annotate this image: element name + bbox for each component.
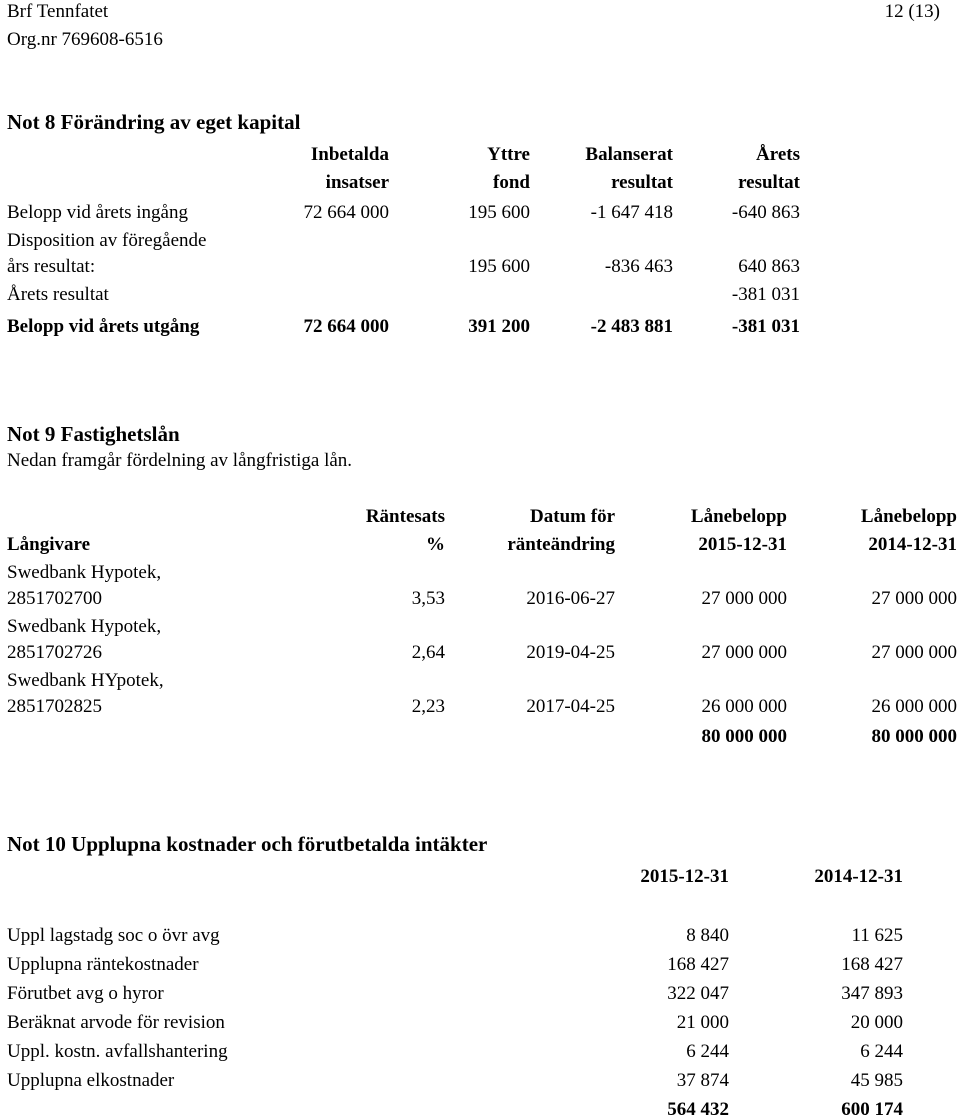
note9-col-amount-2015: 2015-12-31: [698, 534, 787, 555]
loans-total-2015: 80 000 000: [701, 726, 787, 747]
note8-col4-line2: resultat: [738, 172, 800, 193]
loan-date: 2016-06-27: [526, 588, 615, 609]
note10-value-2014: 168 427: [841, 954, 903, 975]
note10-value-2015: 168 427: [667, 954, 729, 975]
note10-col-2015: 2015-12-31: [640, 866, 729, 887]
note10-row-label: Förutbet avg o hyror: [7, 983, 164, 1004]
note10-value-2014: 6 244: [860, 1041, 903, 1062]
note10-value-2015: 37 874: [676, 1070, 729, 1091]
org-name: Brf Tennfatet: [7, 1, 109, 22]
note8-cell: 195 600: [468, 256, 530, 277]
loan-rate: 2,64: [411, 642, 445, 663]
note9-col-lender: Långivare: [7, 534, 91, 555]
loan-amount-2014: 27 000 000: [871, 588, 957, 609]
loan-amount-2014: 26 000 000: [871, 696, 957, 717]
note9-col-date: ränteändring: [507, 534, 615, 555]
note10-value-2015: 21 000: [676, 1012, 729, 1033]
note8-col2-line2: fond: [493, 172, 530, 193]
note8-row-label: Årets resultat: [7, 284, 109, 305]
note8-col1-line1: Inbetalda: [310, 144, 389, 165]
loan-date: 2019-04-25: [526, 642, 615, 663]
loan-number: 2851702700: [7, 588, 102, 609]
loans-total-2014: 80 000 000: [871, 726, 957, 747]
loan-number: 2851702726: [7, 642, 102, 663]
note9-subtitle: Nedan framgår fördelning av långfristiga lån.: [7, 450, 353, 471]
note10-row-label: Uppl lagstadg soc o övr avg: [7, 925, 220, 946]
note8-row-label: Belopp vid årets ingång: [7, 202, 188, 223]
note8-cell: -1 647 418: [590, 202, 673, 223]
note8-cell: 72 664 000: [303, 202, 389, 223]
note10-row-label: Upplupna elkostnader: [7, 1070, 175, 1091]
note8-title: Not 8 Förändring av eget kapital: [7, 110, 301, 134]
loan-amount-2015: 27 000 000: [701, 588, 787, 609]
note10-value-2014: 347 893: [841, 983, 903, 1004]
note10-col-2014: 2014-12-31: [814, 866, 903, 887]
loan-lender: Swedbank Hypotek,: [7, 562, 162, 583]
note9-col-amount-2014: Lånebelopp: [860, 506, 957, 527]
note8-row-label: års resultat:: [7, 256, 96, 277]
note8-col4-line1: Årets: [756, 144, 800, 165]
loan-lender: Swedbank HYpotek,: [7, 670, 164, 691]
note10-value-2014: 20 000: [850, 1012, 903, 1033]
loan-amount-2015: 26 000 000: [701, 696, 787, 717]
note8-cell: 195 600: [468, 202, 530, 223]
note8-row-label: Disposition av föregående: [7, 230, 207, 251]
note10-value-2014: 11 625: [851, 925, 903, 946]
note8-cell: -2 483 881: [590, 316, 673, 337]
note10-value-2015: 322 047: [667, 983, 729, 1004]
note8-col1-line2: insatser: [325, 172, 389, 193]
note8-cell: -836 463: [604, 256, 673, 277]
note10-total-2015: 564 432: [667, 1099, 729, 1120]
note9-title: Not 9 Fastighetslån: [7, 422, 180, 446]
loan-amount-2015: 27 000 000: [701, 642, 787, 663]
note8-col2-line1: Yttre: [487, 144, 530, 165]
note8-row-label: Belopp vid årets utgång: [7, 316, 200, 337]
loan-date: 2017-04-25: [526, 696, 615, 717]
loan-lender: Swedbank Hypotek,: [7, 616, 162, 637]
note8-col3-line2: resultat: [611, 172, 673, 193]
note8-cell: -640 863: [731, 202, 800, 223]
note8-cell: 640 863: [738, 256, 800, 277]
page-number: 12 (13): [884, 1, 940, 22]
loan-number: 2851702825: [7, 696, 102, 717]
note10-row-label: Upplupna räntekostnader: [7, 954, 199, 975]
note9-col-amount-2014: 2014-12-31: [868, 534, 957, 555]
note10-value-2014: 45 985: [850, 1070, 903, 1091]
note8-cell: 72 664 000: [303, 316, 389, 337]
note10-value-2015: 8 840: [686, 925, 729, 946]
loan-amount-2014: 27 000 000: [871, 642, 957, 663]
note10-row-label: Uppl. kostn. avfallshantering: [7, 1041, 228, 1062]
note10-value-2015: 6 244: [686, 1041, 729, 1062]
note10-title: Not 10 Upplupna kostnader och förutbetalda intäkter: [7, 832, 488, 856]
note8-cell: 391 200: [468, 316, 530, 337]
note9-col-amount-2015: Lånebelopp: [690, 506, 787, 527]
org-number: Org.nr 769608-6516: [7, 29, 163, 50]
note8-cell: -381 031: [731, 284, 800, 305]
note9-col-rate: Räntesats: [365, 506, 445, 527]
note9-col-rate-unit: %: [426, 534, 445, 555]
loan-rate: 2,23: [411, 696, 445, 717]
note10-total-2014: 600 174: [841, 1099, 903, 1120]
note10-row-label: Beräknat arvode för revision: [7, 1012, 225, 1033]
loan-rate: 3,53: [411, 588, 445, 609]
note8-cell: -381 031: [731, 316, 800, 337]
note9-col-date: Datum för: [530, 506, 615, 527]
note8-col3-line1: Balanserat: [585, 144, 673, 165]
